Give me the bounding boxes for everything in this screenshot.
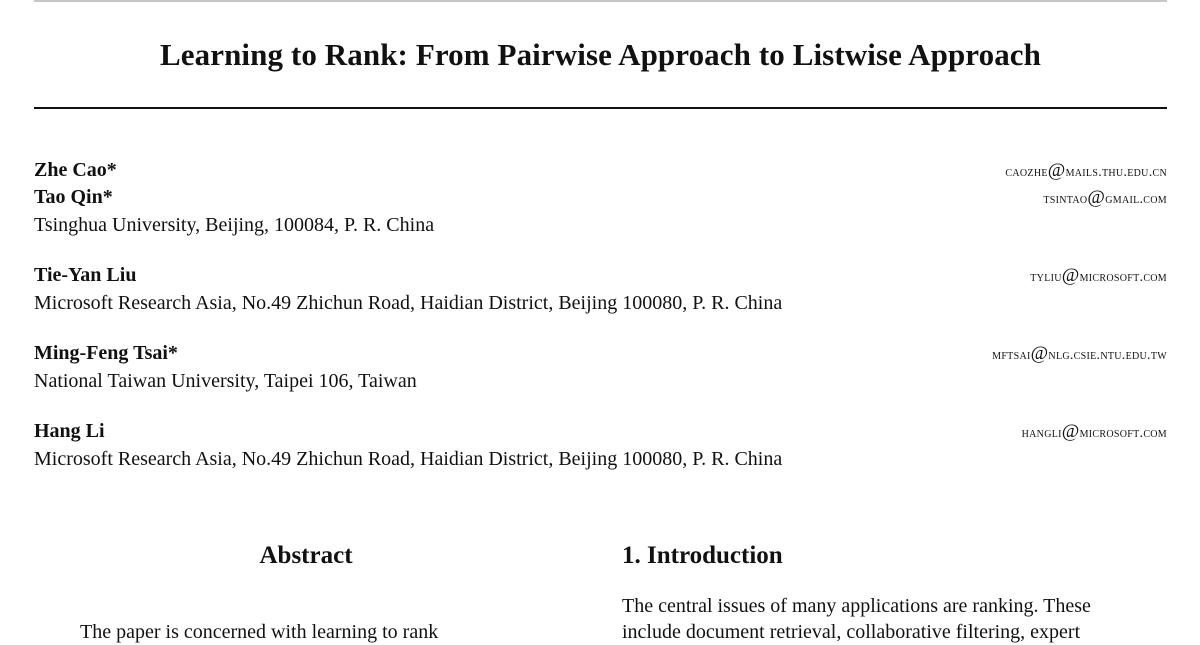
author-email: tyliu@microsoft.com <box>1030 265 1167 286</box>
author-name: Zhe Cao* <box>34 159 117 181</box>
abstract-text: The paper is concerned with learning to rank <box>80 621 439 643</box>
author-row <box>34 184 1167 211</box>
title-rule <box>34 107 1167 109</box>
author-row <box>34 340 1167 367</box>
author-row <box>34 262 1167 289</box>
author-affiliation: National Taiwan University, Taipei 106, Taiwan <box>34 370 417 392</box>
author-name: Ming-Feng Tsai* <box>34 342 178 364</box>
introduction-text <box>622 593 1167 643</box>
intro-line: include document retrieval, collaborative filtering, expert <box>622 621 1081 643</box>
author-name: Hang Li <box>34 420 105 442</box>
introduction-heading: 1. Introduction <box>622 542 783 569</box>
author-row <box>34 157 1167 184</box>
author-group-msra-2 <box>34 418 1167 473</box>
author-group-ntu <box>34 340 1167 395</box>
author-affiliation: Microsoft Research Asia, No.49 Zhichun Road, Haidian District, Beijing 100080, P. R. China <box>34 448 783 470</box>
author-name: Tie-Yan Liu <box>34 264 137 286</box>
author-affiliation: Tsinghua University, Beijing, 100084, P. R. China <box>34 214 435 236</box>
author-name: Tao Qin* <box>34 186 113 208</box>
intro-line: The central issues of many applications are ranking. These <box>622 595 1091 617</box>
top-rule <box>34 0 1167 2</box>
author-row <box>34 418 1167 445</box>
author-affiliation: Microsoft Research Asia, No.49 Zhichun Road, Haidian District, Beijing 100080, P. R. China <box>34 292 783 314</box>
author-email: tsintao@gmail.com <box>1043 187 1167 208</box>
author-group-tsinghua <box>34 157 1167 239</box>
paper-title: Learning to Rank: From Pairwise Approach to Listwise Approach <box>159 37 1042 72</box>
author-email: mftsai@nlg.csie.ntu.edu.tw <box>992 343 1167 364</box>
abstract-heading: Abstract <box>259 542 353 569</box>
author-email: caozhe@mails.thu.edu.cn <box>1005 160 1167 181</box>
author-group-msra-1 <box>34 262 1167 317</box>
author-email: hangli@microsoft.com <box>1021 421 1167 442</box>
